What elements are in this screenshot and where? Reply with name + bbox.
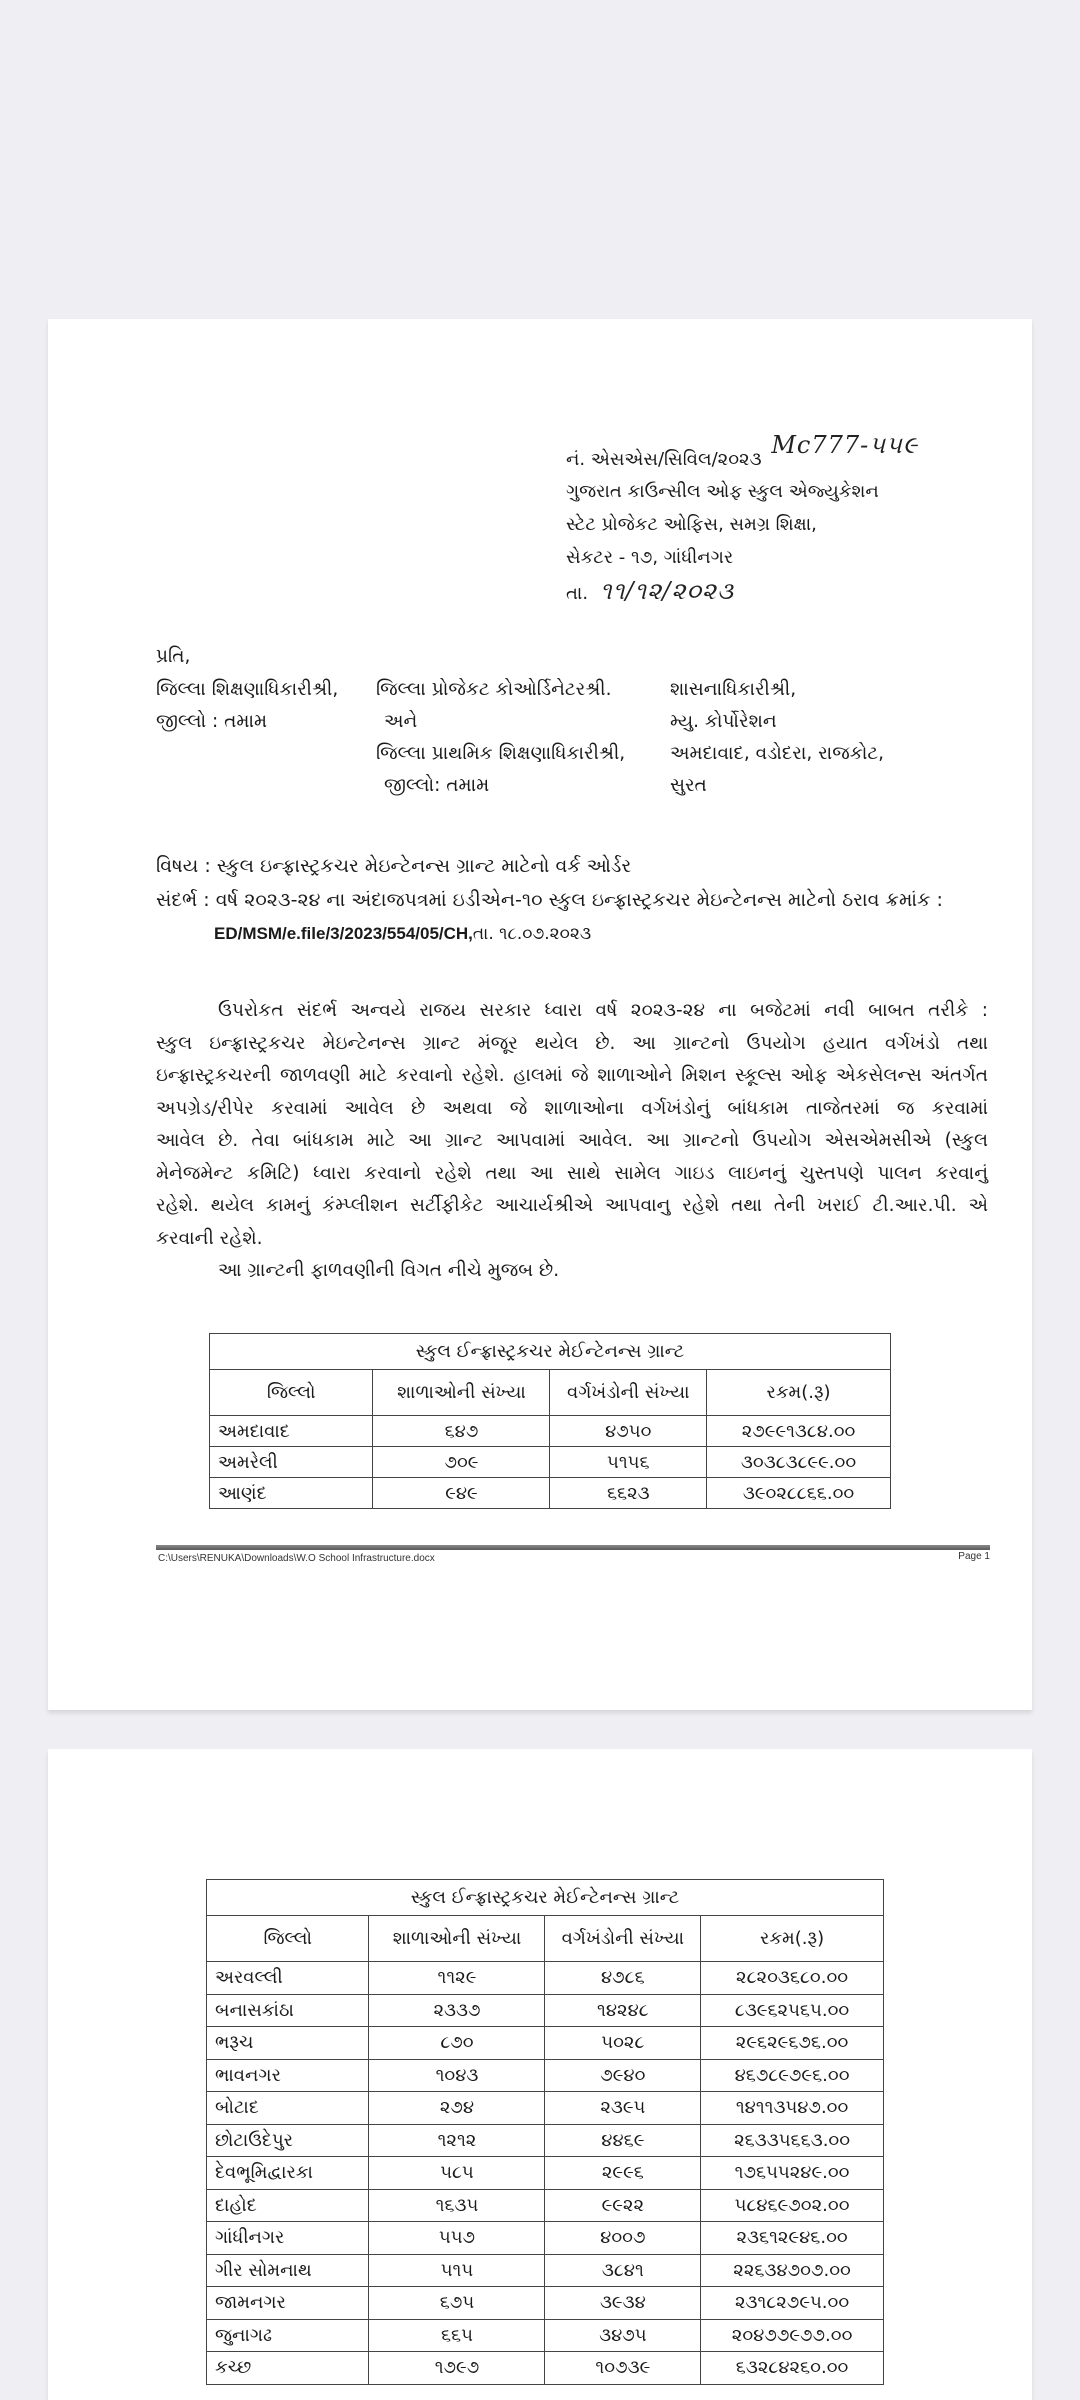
amount-cell: ૫૮૪૬૯૭૦૨.૦૦ [701, 2189, 884, 2222]
addressee-col3-line2: મ્યુ. કોર્પોરેશન [670, 711, 777, 732]
column-header-amount: રકમ(.રૂ) [707, 1370, 891, 1416]
addressee-prati: પ્રતિ, [156, 646, 191, 667]
handwritten-number: Mc777-૫૫૯ [771, 431, 919, 459]
table-row [210, 1447, 891, 1478]
district-cell: દાહોદ [207, 2189, 369, 2222]
column-header-amount: રકમ(.રૂ) [701, 1916, 884, 1962]
resolution-number: ED/MSM/e.file/3/2023/554/05/CH, [214, 924, 473, 943]
column-header-district: જિલ્લો [210, 1370, 373, 1416]
amount-cell: ૨૬૩૩૫૬૬૩.૦૦ [701, 2124, 884, 2157]
amount-cell: ૨૯૬૨૯૬૭૬.૦૦ [701, 2027, 884, 2060]
classrooms-count-cell: ૭૯૪૦ [545, 2059, 701, 2092]
table-title: સ્કુલ ઈન્ફ્રાસ્ટ્રકચર મેઈન્ટેનન્સ ગ્રાન્ટ [207, 1880, 884, 1916]
classrooms-count-cell: ૫૧૫૬ [550, 1447, 707, 1478]
schools-count-cell: ૫૫૭ [369, 2222, 545, 2255]
table-body [207, 1962, 884, 2385]
amount-cell: ૧૭૬૫૫૨૪૯.૦૦ [701, 2157, 884, 2190]
letter-number-line [566, 431, 919, 476]
body-line: ઉપરોકત સંદર્ભ અન્વયે રાજય સરકાર ધ્વારા વર્ષ ૨૦૨૩-૨૪ ના બજેટમાં નવી બાબત તરીકે : [218, 1000, 988, 1021]
classrooms-count-cell: ૩૮૪૧ [545, 2254, 701, 2287]
table-row [207, 2319, 884, 2352]
district-cell: ગાંધીનગર [207, 2222, 369, 2255]
column-header-classrooms: વર્ગખંડોની સંખ્યા [545, 1916, 701, 1962]
classrooms-count-cell: ૨૯૯૬ [545, 2157, 701, 2190]
table-row [210, 1416, 891, 1447]
schools-count-cell: ૧૬૩૫ [369, 2189, 545, 2222]
classrooms-count-cell: ૩૯૩૪ [545, 2287, 701, 2320]
classrooms-count-cell: ૩૪૭૫ [545, 2319, 701, 2352]
schools-count-cell: ૭૦૯ [373, 1447, 550, 1478]
amount-cell: ૨૮૨૦૩૬૮૦.૦૦ [701, 1962, 884, 1995]
schools-count-cell: ૧૦૪૩ [369, 2059, 545, 2092]
district-cell: ભરૂચ [207, 2027, 369, 2060]
amount-cell: ૨૨૬૩૪૭૦૭.૦૦ [701, 2254, 884, 2287]
addressee-col2-line2: અને [384, 711, 418, 732]
table-row [207, 2059, 884, 2092]
footer-page-number: Page 1 [958, 1551, 990, 1562]
amount-cell: ૪૬૭૮૯૭૯૬.૦૦ [701, 2059, 884, 2092]
table-row [210, 1478, 891, 1509]
classrooms-count-cell: ૪૭૮૬ [545, 1962, 701, 1995]
table-row [207, 2092, 884, 2125]
schools-count-cell: ૨૭૪ [369, 2092, 545, 2125]
addressee-col3-line4: સુરત [670, 775, 707, 796]
amount-cell: ૧૪૧૧૩૫૪૭.૦૦ [701, 2092, 884, 2125]
body-paragraph [156, 995, 988, 1288]
column-header-schools: શાળાઓની સંખ્યા [369, 1916, 545, 1962]
classrooms-count-cell: ૪૪૬૯ [545, 2124, 701, 2157]
body-line: અપગ્રેડ/રીપેર કરવામાં આવેલ છે અથવા જે શાળાઓના વર્ગખંડોનું બાંધકામ તાજેતરમાં જ કરવામાં [156, 1097, 988, 1119]
district-cell: જુનાગઢ [207, 2319, 369, 2352]
table-row [207, 2222, 884, 2255]
classrooms-count-cell: ૪૭૫૦ [550, 1416, 707, 1447]
letter-number: નં. એસએસ/સિવિલ/૨૦૨૩ [566, 449, 762, 470]
reference-line: સંદર્ભ : વર્ષ ૨૦૨૩-૨૪ ના અંદાજપત્રમાં ઇડીએન-૧૦ સ્કુલ ઇન્ફ્રાસ્ટ્રકચર મેઇન્ટેનન્સ માટેનો ઠરાવ ક્રમાંક : [156, 889, 943, 911]
org-name: ગુજરાત કાઉન્સીલ ઓફ સ્કુલ એજ્યુકેશન [566, 481, 879, 502]
grant-table-page-1 [209, 1333, 891, 1509]
column-header-schools: શાળાઓની સંખ્યા [373, 1370, 550, 1416]
amount-cell: ૩૯૦૨૮૮૬૬.૦૦ [707, 1478, 891, 1509]
addressee-col1-line1: જિલ્લા શિક્ષણાધિકારીશ્રી, [156, 679, 339, 700]
table-row [207, 2124, 884, 2157]
column-header-classrooms: વર્ગખંડોની સંખ્યા [550, 1370, 707, 1416]
classrooms-count-cell: ૧૦૭૩૯ [545, 2352, 701, 2385]
table-title: સ્કુલ ઈન્ફ્રાસ્ટ્રકચર મેઈન્ટેનન્સ ગ્રાન્ટ [210, 1334, 891, 1370]
district-cell: દેવભૂમિદ્વારકા [207, 2157, 369, 2190]
classrooms-count-cell: ૨૩૯૫ [545, 2092, 701, 2125]
addressee-col3-line3: અમદાવાદ, વડોદરા, રાજકોટ, [670, 743, 885, 764]
body-line: સ્કુલ ઇન્ફ્રાસ્ટ્રકચર મેઇન્ટેનન્સ ગ્રાન્ટ મંજૂર થયેલ છે. આ ગ્રાન્ટનો ઉપયોગ હયાત વર્ગખંડો તથા [156, 1032, 988, 1054]
district-cell: કચ્છ [207, 2352, 369, 2385]
footer-file-path: C:\Users\RENUKA\Downloads\W.O School Infrastructure.docx [158, 1553, 435, 1564]
schools-count-cell: ૧૭૯૭ [369, 2352, 545, 2385]
body-line: ઇન્ફ્રાસ્ટ્રકચરની જાળવણી માટે કરવાનો રહેશે. હાલમાં જે શાળાઓને મિશન સ્કૂલ્સ ઓફ એકસેલન્સ અંતર્ગત [156, 1065, 988, 1086]
schools-count-cell: ૬૭૫ [369, 2287, 545, 2320]
schools-count-cell: ૧૨૧૨ [369, 2124, 545, 2157]
district-cell: અમરેલી [210, 1447, 373, 1478]
district-cell: બનાસકાંઠા [207, 1994, 369, 2027]
classrooms-count-cell: ૯૯૨૨ [545, 2189, 701, 2222]
table-row [207, 2157, 884, 2190]
district-cell: અમદાવાદ [210, 1416, 373, 1447]
table-row [207, 1962, 884, 1995]
grant-table-page-2 [206, 1879, 884, 2385]
schools-count-cell: ૮૭૦ [369, 2027, 545, 2060]
table-row [207, 2352, 884, 2385]
amount-cell: ૨૩૧૮૨૭૯૫.૦૦ [701, 2287, 884, 2320]
document-page-1 [48, 319, 1032, 1710]
classrooms-count-cell: ૫૦૨૮ [545, 2027, 701, 2060]
body-closing-line: આ ગ્રાન્ટની ફાળવણીની વિગત નીચે મુજબ છે. [218, 1260, 560, 1281]
table-row [207, 2027, 884, 2060]
addressee-col3-line1: શાસનાધિકારીશ્રી, [670, 679, 797, 700]
resolution-number-line [214, 919, 591, 949]
classrooms-count-cell: ૧૪૨૪૮ [545, 1994, 701, 2027]
org-address: સેકટર - ૧૭, ગાંધીનગર [566, 547, 734, 568]
schools-count-cell: ૬૪૭ [373, 1416, 550, 1447]
handwritten-date: ૧૧/૧૨/૨૦૨૩ [599, 577, 734, 605]
district-cell: છોટાઉદેપુર [207, 2124, 369, 2157]
amount-cell: ૮૩૯૬૨૫૬૫.૦૦ [701, 1994, 884, 2027]
amount-cell: ૬૩૨૮૪૨૬૦.૦૦ [701, 2352, 884, 2385]
date-label: તા. [566, 583, 589, 604]
classrooms-count-cell: ૪૦૦૭ [545, 2222, 701, 2255]
schools-count-cell: ૫૮૫ [369, 2157, 545, 2190]
district-cell: જામનગર [207, 2287, 369, 2320]
amount-cell: ૨૦૪૭૭૯૭૭.૦૦ [701, 2319, 884, 2352]
footer-rule [156, 1545, 990, 1550]
resolution-date: તા. ૧૮.૦૭.૨૦૨૩ [472, 924, 592, 944]
district-cell: ગીર સોમનાથ [207, 2254, 369, 2287]
body-line: રહેશે. થયેલ કામનું કંમ્પ્લીશન સર્ટીફીકેટ આચાર્યશ્રીએ આપવાનુ રહેશે તથા તેની ખરાઈ ટી.આર.પી. એ [156, 1195, 988, 1216]
amount-cell: ૩૦૩૮૩૮૯૯.૦૦ [707, 1447, 891, 1478]
schools-count-cell: ૯૪૯ [373, 1478, 550, 1509]
letter-date-line [566, 575, 734, 610]
table-row [207, 2254, 884, 2287]
table-row [207, 2287, 884, 2320]
addressee-col2-line4: જીલ્લો: તમામ [384, 775, 490, 796]
schools-count-cell: ૨૩૩૭ [369, 1994, 545, 2027]
addressee-col2-line3: જિલ્લા પ્રાથમિક શિક્ષણાધિકારીશ્રી, [376, 743, 626, 764]
table-body [210, 1416, 891, 1509]
body-line: મેનેજમેન્ટ કમિટિ) ધ્વારા કરવાનો રહેશે તથા આ સાથે સામેલ ગાઇડ લાઇનનું ચુસ્તપણે પાલન કરવાનું [156, 1162, 988, 1184]
schools-count-cell: ૬૬૫ [369, 2319, 545, 2352]
schools-count-cell: ૧૧૨૯ [369, 1962, 545, 1995]
amount-cell: ૨૩૬૧૨૯૪૬.૦૦ [701, 2222, 884, 2255]
district-cell: આણંદ [210, 1478, 373, 1509]
body-line: આવેલ છે. તેવા બાંધકામ માટે આ ગ્રાન્ટ આપવામાં આવેલ. આ ગ્રાન્ટનો ઉપયોગ એસએમસીએ (સ્કુલ [156, 1130, 988, 1151]
table-row [207, 1994, 884, 2027]
addressee-col2-line1: જિલ્લા પ્રોજેકટ કોઓર્ડિનેટરશ્રી. [376, 679, 612, 700]
amount-cell: ૨૭૯૯૧૩૮૪.૦૦ [707, 1416, 891, 1447]
schools-count-cell: ૫૧૫ [369, 2254, 545, 2287]
org-office: સ્ટેટ પ્રોજેકટ ઓફિસ, સમગ્ર શિક્ષા, [566, 514, 817, 535]
table-row [207, 2189, 884, 2222]
classrooms-count-cell: ૬૬૨૩ [550, 1478, 707, 1509]
body-line: કરવાની રહેશે. [156, 1227, 263, 1249]
subject-line: વિષય : સ્કુલ ઇન્ફ્રાસ્ટ્રકચર મેઇન્ટેનન્સ ગ્રાન્ટ માટેનો વર્ક ઓર્ડર [156, 855, 632, 877]
district-cell: ભાવનગર [207, 2059, 369, 2092]
district-cell: અરવલ્લી [207, 1962, 369, 1995]
column-header-district: જિલ્લો [207, 1916, 369, 1962]
district-cell: બોટાદ [207, 2092, 369, 2125]
addressee-col1-line2: જીલ્લો : તમામ [156, 711, 268, 732]
document-page-2 [48, 1749, 1032, 2400]
